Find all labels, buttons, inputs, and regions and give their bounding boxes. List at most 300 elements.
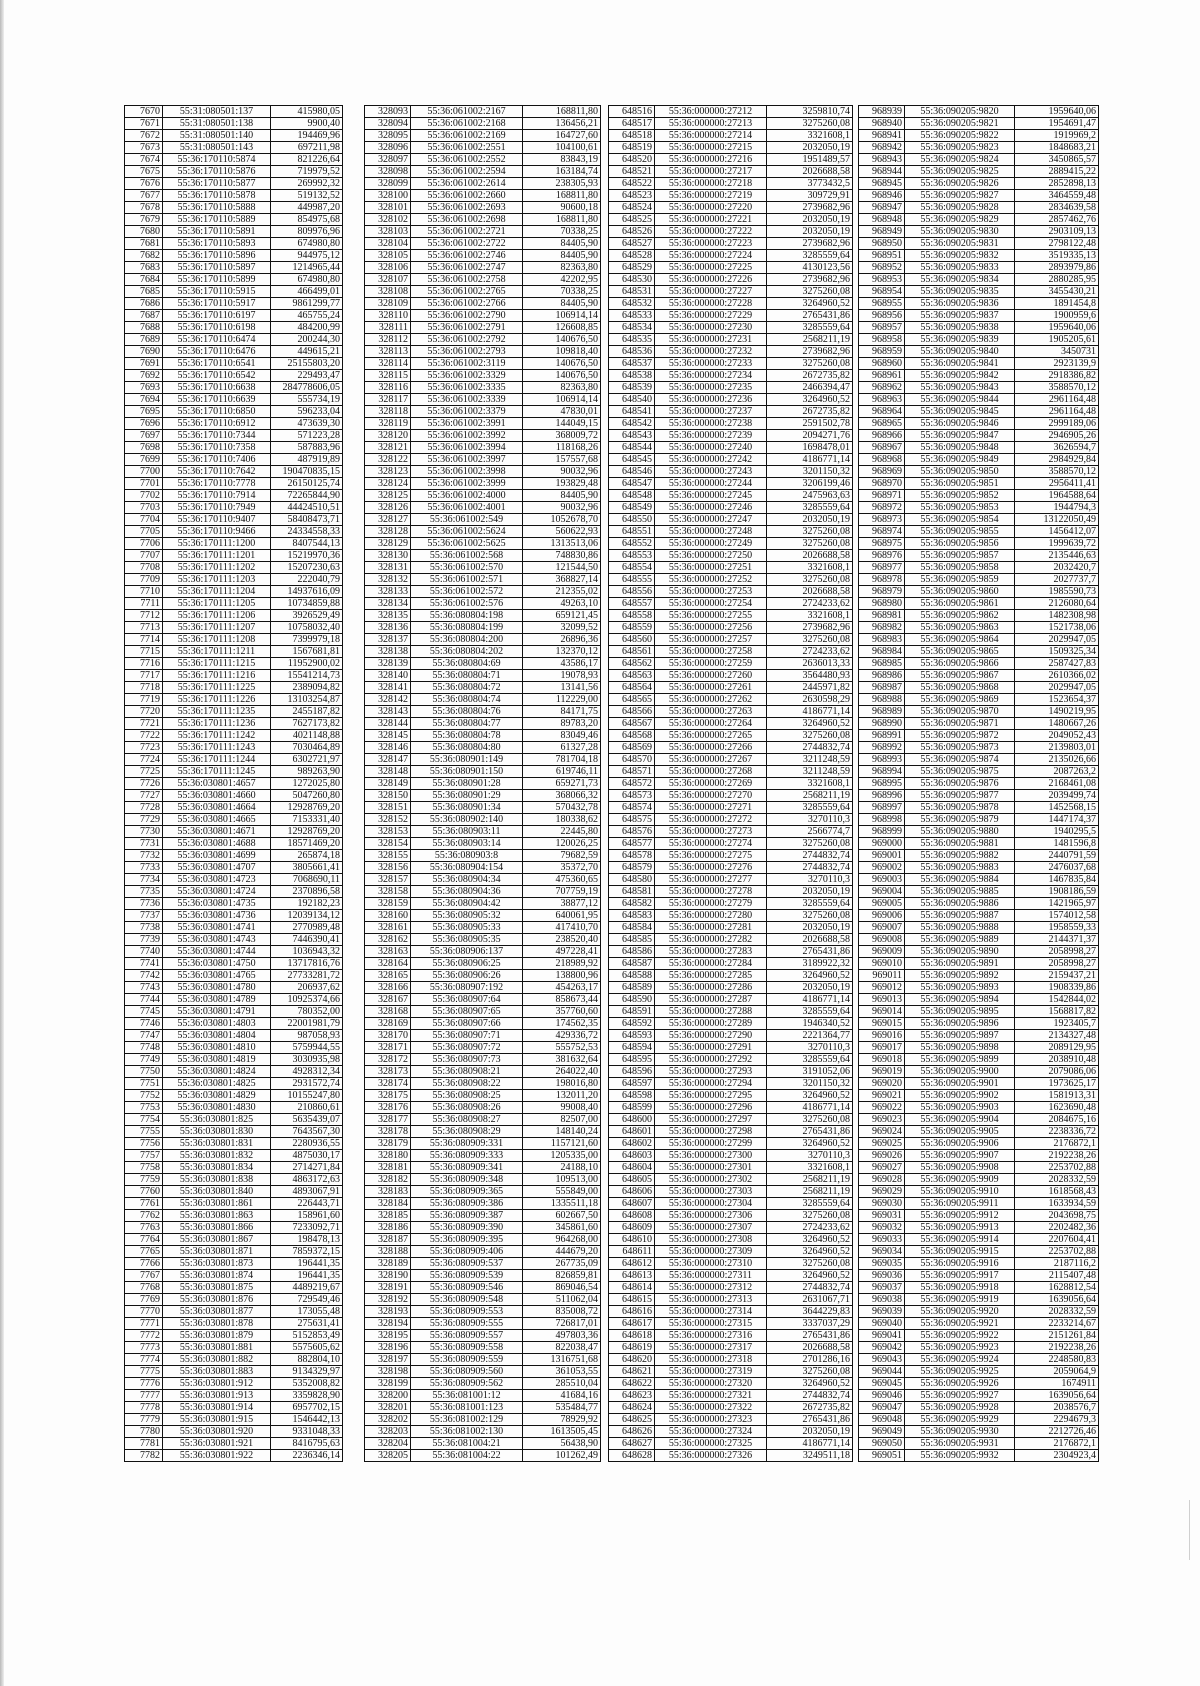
cadastral-number: 55:36:030801:4824: [163, 1066, 271, 1078]
cadastral-value: 7068690,11: [271, 874, 343, 886]
cadastral-value: 729549,46: [271, 1294, 343, 1306]
row-number: 7768: [125, 1282, 163, 1294]
cadastral-value: 587883,96: [271, 442, 343, 454]
cadastral-number: 55:36:080804:69: [411, 658, 523, 670]
row-number: 328131: [365, 562, 411, 574]
cadastral-value: 3249511,18: [767, 1450, 853, 1462]
table-row: [125, 730, 343, 742]
table-row: [609, 286, 853, 298]
cadastral-number: 55:36:000000:27285: [655, 970, 767, 982]
cadastral-value: 193829,48: [523, 478, 601, 490]
row-number: 648599: [609, 1102, 655, 1114]
cadastral-value: 3359828,90: [271, 1390, 343, 1402]
row-number: 648612: [609, 1258, 655, 1270]
cadastral-value: 511062,04: [523, 1294, 601, 1306]
cadastral-number: 55:36:030801:914: [163, 1402, 271, 1414]
table-row: [365, 754, 601, 766]
cadastral-number: 55:36:080904:154: [411, 862, 523, 874]
cadastral-value: 3270110,3: [767, 814, 853, 826]
row-number: 7746: [125, 1018, 163, 1030]
cadastral-number: 55:36:090205:9871: [905, 718, 1015, 730]
cadastral-value: 3211248,59: [767, 754, 853, 766]
cadastral-value: 2739682,96: [767, 274, 853, 286]
cadastral-value: 1959640,06: [1015, 106, 1099, 118]
cadastral-number: 55:36:030801:4660: [163, 790, 271, 802]
table-row: [365, 970, 601, 982]
cadastral-value: 781704,18: [523, 754, 601, 766]
row-number: 7728: [125, 802, 163, 814]
cadastral-value: 2253702,88: [1015, 1162, 1099, 1174]
table-row: [365, 454, 601, 466]
cadastral-value: 106914,14: [523, 310, 601, 322]
row-number: 7683: [125, 262, 163, 274]
cadastral-number: 55:36:170111:1236: [163, 718, 271, 730]
cadastral-number: 55:36:000000:27287: [655, 994, 767, 1006]
cadastral-value: 2168461,08: [1015, 778, 1099, 790]
row-number: 969019: [859, 1066, 905, 1078]
row-number: 328184: [365, 1198, 411, 1210]
cadastral-value: 238520,40: [523, 934, 601, 946]
table-row: [365, 562, 601, 574]
table-row: [859, 742, 1099, 754]
cadastral-value: 226443,71: [271, 1198, 343, 1210]
row-number: 7674: [125, 154, 163, 166]
cadastral-value: 2587427,83: [1015, 658, 1099, 670]
cadastral-number: 55:36:080804:77: [411, 718, 523, 730]
cadastral-value: 2714271,84: [271, 1162, 343, 1174]
cadastral-number: 55:36:000000:27256: [655, 622, 767, 634]
cadastral-number: 55:36:000000:27277: [655, 874, 767, 886]
cadastral-number: 55:36:170110:7344: [163, 430, 271, 442]
cadastral-value: 2202482,36: [1015, 1222, 1099, 1234]
row-number: 328189: [365, 1258, 411, 1270]
row-number: 648598: [609, 1090, 655, 1102]
cadastral-value: 3588570,12: [1015, 466, 1099, 478]
cadastral-number: 55:36:030801:915: [163, 1414, 271, 1426]
cadastral-number: 55:36:061002:549: [411, 514, 523, 526]
row-number: 968975: [859, 538, 905, 550]
cadastral-number: 55:36:030801:873: [163, 1258, 271, 1270]
cadastral-value: 24334558,33: [271, 526, 343, 538]
row-number: 648600: [609, 1114, 655, 1126]
cadastral-value: 674980,80: [271, 238, 343, 250]
row-number: 7763: [125, 1222, 163, 1234]
table-row: [125, 598, 343, 610]
table-row: [859, 190, 1099, 202]
cadastral-number: 55:36:090205:9848: [905, 442, 1015, 454]
table-row: [859, 142, 1099, 154]
cadastral-number: 55:36:030801:913: [163, 1390, 271, 1402]
row-number: 648539: [609, 382, 655, 394]
cadastral-number: 55:36:090205:9930: [905, 1426, 1015, 1438]
row-number: 7697: [125, 430, 163, 442]
table-row: [365, 1138, 601, 1150]
cadastral-value: 25155803,20: [271, 358, 343, 370]
cadastral-value: 99008,40: [523, 1102, 601, 1114]
cadastral-value: 158961,60: [271, 1210, 343, 1222]
cadastral-number: 55:36:080903:14: [411, 838, 523, 850]
row-number: 648584: [609, 922, 655, 934]
table-row: [859, 994, 1099, 1006]
cadastral-value: 2032050,19: [767, 922, 853, 934]
row-number: 648521: [609, 166, 655, 178]
row-number: 7736: [125, 898, 163, 910]
cadastral-number: 55:36:090205:9897: [905, 1030, 1015, 1042]
cadastral-number: 55:36:061002:2698: [411, 214, 523, 226]
cadastral-value: 24188,10: [523, 1162, 601, 1174]
cadastral-number: 55:36:030801:866: [163, 1222, 271, 1234]
table-row: [859, 274, 1099, 286]
cadastral-number: 55:36:061002:2747: [411, 262, 523, 274]
row-number: 968954: [859, 286, 905, 298]
table-row: [859, 1102, 1099, 1114]
table-row: [365, 334, 601, 346]
row-number: 648570: [609, 754, 655, 766]
cadastral-number: 55:36:170110:6638: [163, 382, 271, 394]
row-number: 968960: [859, 358, 905, 370]
cadastral-value: 3275260,08: [767, 574, 853, 586]
table-row: [859, 1318, 1099, 1330]
cadastral-number: 55:36:030801:920: [163, 1426, 271, 1438]
cadastral-value: 3201150,32: [767, 1078, 853, 1090]
row-number: 328140: [365, 670, 411, 682]
row-number: 328158: [365, 886, 411, 898]
table-row: [609, 778, 853, 790]
cadastral-number: 55:36:090205:9832: [905, 250, 1015, 262]
table-row: [609, 934, 853, 946]
row-number: 7748: [125, 1042, 163, 1054]
row-number: 7733: [125, 862, 163, 874]
table-row: [609, 490, 853, 502]
table-row: [859, 1162, 1099, 1174]
row-number: 7751: [125, 1078, 163, 1090]
cadastral-value: 198478,13: [271, 1234, 343, 1246]
cadastral-value: 1944794,3: [1015, 502, 1099, 514]
row-number: 969016: [859, 1030, 905, 1042]
row-number: 7772: [125, 1330, 163, 1342]
cadastral-number: 55:36:170111:1235: [163, 706, 271, 718]
table-row: [859, 430, 1099, 442]
table-row: [365, 802, 601, 814]
row-number: 648566: [609, 706, 655, 718]
row-number: 328147: [365, 754, 411, 766]
row-number: 7687: [125, 310, 163, 322]
table-row: [609, 1426, 853, 1438]
table-row: [125, 1222, 343, 1234]
row-number: 969029: [859, 1186, 905, 1198]
row-number: 648579: [609, 862, 655, 874]
table-row: [365, 1090, 601, 1102]
table-row: [365, 658, 601, 670]
cadastral-value: 1447174,37: [1015, 814, 1099, 826]
table-row: [609, 1306, 853, 1318]
cadastral-value: 3337037,29: [767, 1318, 853, 1330]
cadastral-value: 1951489,57: [767, 154, 853, 166]
cadastral-value: 535484,77: [523, 1402, 601, 1414]
cadastral-value: 2253702,88: [1015, 1246, 1099, 1258]
cadastral-number: 55:36:000000:27309: [655, 1246, 767, 1258]
table-row: [859, 166, 1099, 178]
cadastral-number: 55:36:090205:9840: [905, 346, 1015, 358]
row-number: 328126: [365, 502, 411, 514]
row-number: 7699: [125, 454, 163, 466]
cadastral-value: 4928312,34: [271, 1066, 343, 1078]
table-row: [609, 502, 853, 514]
row-number: 7694: [125, 394, 163, 406]
cadastral-value: 2028332,59: [1015, 1306, 1099, 1318]
row-number: 648550: [609, 514, 655, 526]
table-row: [125, 1102, 343, 1114]
cadastral-value: 2744832,74: [767, 742, 853, 754]
cadastral-value: 809976,96: [271, 226, 343, 238]
table-row: [125, 550, 343, 562]
row-number: 969044: [859, 1366, 905, 1378]
cadastral-value: 84171,75: [523, 706, 601, 718]
cadastral-number: 55:36:090205:9868: [905, 682, 1015, 694]
cadastral-value: 2961164,48: [1015, 406, 1099, 418]
row-number: 968994: [859, 766, 905, 778]
table-row: [859, 598, 1099, 610]
cadastral-number: 55:36:000000:27282: [655, 934, 767, 946]
row-number: 328114: [365, 358, 411, 370]
row-number: 648626: [609, 1426, 655, 1438]
cadastral-value: 1482308,98: [1015, 610, 1099, 622]
table-row: [609, 478, 853, 490]
table-row: [609, 754, 853, 766]
row-number: 7703: [125, 502, 163, 514]
table-row: [365, 1258, 601, 1270]
table-row: [609, 274, 853, 286]
row-number: 648541: [609, 406, 655, 418]
cadastral-number: 55:36:061002:3997: [411, 454, 523, 466]
cadastral-value: 49263,10: [523, 598, 601, 610]
register-table: [858, 105, 1099, 1462]
cadastral-value: 58408473,71: [271, 514, 343, 526]
cadastral-number: 55:36:061002:2746: [411, 250, 523, 262]
table-row: [609, 958, 853, 970]
row-number: 969013: [859, 994, 905, 1006]
cadastral-number: 55:36:090205:9922: [905, 1330, 1015, 1342]
table-row: [859, 562, 1099, 574]
cadastral-number: 55:36:090205:9826: [905, 178, 1015, 190]
cadastral-number: 55:36:000000:27217: [655, 166, 767, 178]
table-row: [125, 502, 343, 514]
cadastral-number: 55:36:090205:9875: [905, 766, 1015, 778]
cadastral-value: 3270110,3: [767, 1150, 853, 1162]
cadastral-value: 4875030,17: [271, 1150, 343, 1162]
cadastral-number: 55:36:000000:27288: [655, 1006, 767, 1018]
row-number: 7681: [125, 238, 163, 250]
row-number: 648523: [609, 190, 655, 202]
row-number: 969009: [859, 946, 905, 958]
table-row: [125, 574, 343, 586]
table-row: [859, 1450, 1099, 1462]
cadastral-value: 2798122,48: [1015, 238, 1099, 250]
table-row: [365, 790, 601, 802]
row-number: 968981: [859, 610, 905, 622]
cadastral-value: 22001981,79: [271, 1018, 343, 1030]
cadastral-value: 2233214,67: [1015, 1318, 1099, 1330]
cadastral-value: 2094271,76: [767, 430, 853, 442]
cadastral-value: 1581913,31: [1015, 1090, 1099, 1102]
table-row: [859, 886, 1099, 898]
table-row: [365, 298, 601, 310]
cadastral-value: 90032,96: [523, 502, 601, 514]
table-row: [125, 1162, 343, 1174]
cadastral-number: 55:36:080804:202: [411, 646, 523, 658]
table-row: [365, 526, 601, 538]
table-row: [125, 370, 343, 382]
cadastral-number: 55:36:170111:1215: [163, 658, 271, 670]
row-number: 968957: [859, 322, 905, 334]
cadastral-value: 200244,30: [271, 334, 343, 346]
cadastral-number: 55:36:090205:9902: [905, 1090, 1015, 1102]
row-number: 7753: [125, 1102, 163, 1114]
cadastral-value: 3275260,08: [767, 538, 853, 550]
row-number: 648615: [609, 1294, 655, 1306]
cadastral-number: 55:36:080804:200: [411, 634, 523, 646]
cadastral-number: 55:36:000000:27221: [655, 214, 767, 226]
row-number: 648588: [609, 970, 655, 982]
row-number: 7677: [125, 190, 163, 202]
cadastral-number: 55:36:090205:9917: [905, 1270, 1015, 1282]
cadastral-number: 55:36:170111:1226: [163, 694, 271, 706]
row-number: 7730: [125, 826, 163, 838]
cadastral-number: 55:36:000000:27220: [655, 202, 767, 214]
table-row: [125, 1426, 343, 1438]
cadastral-value: 3275260,08: [767, 118, 853, 130]
cadastral-number: 55:36:000000:27300: [655, 1150, 767, 1162]
table-row: [609, 442, 853, 454]
table-row: [365, 1450, 601, 1462]
cadastral-number: 55:36:080908:29: [411, 1126, 523, 1138]
cadastral-value: 1521738,06: [1015, 622, 1099, 634]
table-row: [365, 1390, 601, 1402]
table-row: [365, 1066, 601, 1078]
cadastral-value: 2304923,4: [1015, 1450, 1099, 1462]
cadastral-value: 3773432,5: [767, 178, 853, 190]
row-number: 328135: [365, 610, 411, 622]
table-row: [365, 670, 601, 682]
cadastral-number: 55:36:090205:9863: [905, 622, 1015, 634]
cadastral-value: 2038576,7: [1015, 1402, 1099, 1414]
row-number: 328196: [365, 1342, 411, 1354]
cadastral-value: 78929,92: [523, 1414, 601, 1426]
table-row: [365, 466, 601, 478]
cadastral-number: 55:36:080908:21: [411, 1066, 523, 1078]
table-row: [125, 1018, 343, 1030]
cadastral-value: 944975,12: [271, 250, 343, 262]
cadastral-number: 55:36:080909:390: [411, 1222, 523, 1234]
cadastral-value: 1456412,07: [1015, 526, 1099, 538]
table-row: [859, 1330, 1099, 1342]
row-number: 648568: [609, 730, 655, 742]
cadastral-number: 55:36:170110:5874: [163, 154, 271, 166]
table-row: [859, 250, 1099, 262]
table-row: [609, 886, 853, 898]
row-number: 7717: [125, 670, 163, 682]
cadastral-value: 32099,52: [523, 622, 601, 634]
cadastral-value: 140676,50: [523, 334, 601, 346]
table-row: [609, 1258, 853, 1270]
cadastral-number: 55:36:090205:9828: [905, 202, 1015, 214]
row-number: 328195: [365, 1330, 411, 1342]
row-number: 328160: [365, 910, 411, 922]
table-row: [859, 898, 1099, 910]
cadastral-value: 82363,80: [523, 382, 601, 394]
row-number: 648545: [609, 454, 655, 466]
row-number: 328136: [365, 622, 411, 634]
table-row: [609, 1186, 853, 1198]
cadastral-value: 264022,40: [523, 1066, 601, 1078]
cadastral-value: 854975,68: [271, 214, 343, 226]
table-row: [125, 826, 343, 838]
table-row: [609, 1162, 853, 1174]
table-row: [365, 1006, 601, 1018]
cadastral-number: 55:36:090205:9880: [905, 826, 1015, 838]
row-number: 328138: [365, 646, 411, 658]
cadastral-value: 3201150,32: [767, 466, 853, 478]
table-row: [365, 514, 601, 526]
cadastral-number: 55:36:000000:27280: [655, 910, 767, 922]
row-number: 648532: [609, 298, 655, 310]
cadastral-number: 55:36:170110:7778: [163, 478, 271, 490]
cadastral-value: 3285559,64: [767, 1054, 853, 1066]
cadastral-value: 1900959,6: [1015, 310, 1099, 322]
table-row: [125, 562, 343, 574]
cadastral-number: 55:36:080804:74: [411, 694, 523, 706]
cadastral-value: 2744832,74: [767, 862, 853, 874]
cadastral-value: 357760,60: [523, 1006, 601, 1018]
row-number: 328104: [365, 238, 411, 250]
table-row: [125, 310, 343, 322]
row-number: 7774: [125, 1354, 163, 1366]
cadastral-value: 7399979,18: [271, 634, 343, 646]
cadastral-number: 55:36:080909:537: [411, 1258, 523, 1270]
row-number: 7688: [125, 322, 163, 334]
cadastral-number: 55:36:000000:27224: [655, 250, 767, 262]
row-number: 648628: [609, 1450, 655, 1462]
table-row: [365, 862, 601, 874]
cadastral-number: 55:36:061002:3379: [411, 406, 523, 418]
row-number: 648608: [609, 1210, 655, 1222]
cadastral-value: 9900,40: [271, 118, 343, 130]
cadastral-number: 55:36:090205:9885: [905, 886, 1015, 898]
row-number: 328168: [365, 1006, 411, 1018]
cadastral-value: 487919,89: [271, 454, 343, 466]
row-number: 969036: [859, 1270, 905, 1282]
table-row: [859, 466, 1099, 478]
cadastral-number: 55:36:061002:2614: [411, 178, 523, 190]
cadastral-value: 2389094,82: [271, 682, 343, 694]
cadastral-number: 55:36:090205:9909: [905, 1174, 1015, 1186]
cadastral-value: 466499,01: [271, 286, 343, 298]
cadastral-value: 9861299,77: [271, 298, 343, 310]
row-number: 328145: [365, 730, 411, 742]
table-row: [125, 1330, 343, 1342]
cadastral-number: 55:36:090205:9851: [905, 478, 1015, 490]
cadastral-value: 3264960,52: [767, 1234, 853, 1246]
cadastral-number: 55:36:061002:2169: [411, 130, 523, 142]
cadastral-value: 3206199,46: [767, 478, 853, 490]
table-row: [859, 826, 1099, 838]
cadastral-number: 55:36:000000:27254: [655, 598, 767, 610]
row-number: 7709: [125, 574, 163, 586]
cadastral-number: 55:36:061002:572: [411, 586, 523, 598]
row-number: 648578: [609, 850, 655, 862]
cadastral-value: 198016,80: [523, 1078, 601, 1090]
cadastral-number: 55:36:030801:4743: [163, 934, 271, 946]
